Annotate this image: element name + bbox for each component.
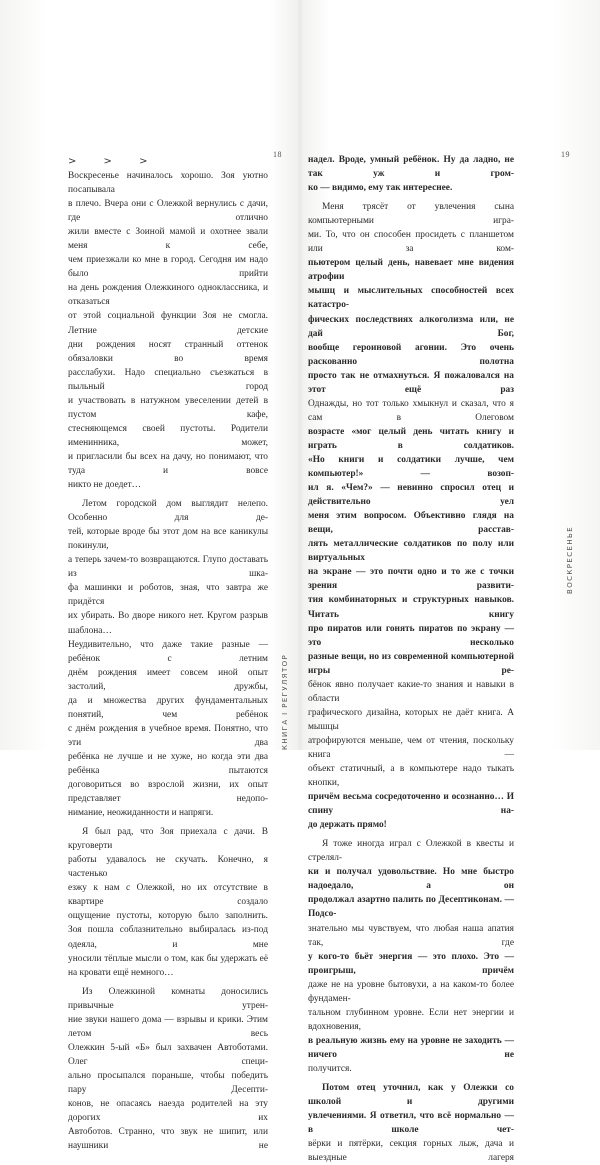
paragraph [308, 453, 514, 832]
text-line: ки и получал удовольствие. Но мне быстро надоедало, а он [308, 867, 514, 892]
text-line: вообще героиновой агонии. Это очень раскованно полотна [308, 342, 514, 367]
paragraph [68, 169, 268, 492]
text-line: их убирать. Во дворе никого нет. Кругом разрыв шаблона… [68, 611, 268, 636]
text-line: атрофируются меньше, чем от чтения, поскольку книга — [308, 735, 514, 760]
text-line: расслабухи. Надо специально съезжаться в пыльный город [68, 367, 268, 392]
text-line: Из Олежкиной комнаты доносились привычные утрен- [68, 986, 268, 1011]
text-line: Я был рад, что Зоя приехала с дачи. В круговерти [68, 827, 268, 852]
text-line: да и множества других фундаментальных понятий, чем ребёнок [68, 695, 268, 720]
text-line: мышц и мыслительных способностей всех катастро- [308, 286, 514, 311]
text-line: а теперь зачем-то возвращаются. Глупо доставать из шка- [68, 555, 268, 580]
text-line: Олежкин 5-ый «Б» был захвачен Автоботами. Олег специ- [68, 1042, 268, 1067]
text-line: Зоя пошла соблазнительно выбиралась из-под одеяла, и мне [68, 925, 268, 950]
text-line: фических последствиях алкоголизма или, не дай Бог, [308, 314, 514, 339]
text-line: Меня трясёт от увлечения сына компьютерными игра- [308, 202, 514, 227]
text-line: на день рождения Олежкиного одноклассника, и отказаться [68, 283, 268, 308]
text-line: Однажды, но тот только хмыкнул и сказал, что я сам в Олеговом [308, 398, 514, 423]
text-line: дни рождения носят странный оттенок обязаловки во время [68, 339, 268, 364]
text-line: графического дизайна, которых не даёт книга. А мышцы [308, 707, 514, 732]
text-line: Потом отец уточнил, как у Олежки со школой и другими [308, 1083, 514, 1108]
text-line: днём рождения имеет совсем иной опыт застолий, дружбы, [68, 667, 268, 692]
text-line: увлечениями. Я ответил, что всё нормально — в школе чет- [308, 1111, 514, 1136]
text-line: ми. То, что он способен просидеть с планшетом или за ком- [308, 230, 514, 255]
paragraph [308, 837, 514, 1076]
text-line: стесняющемся своей пустоты. Родители именинника, может, [68, 423, 268, 448]
text-line: получится. [308, 1064, 352, 1074]
text-line: ил я. «Чем?» — невинно спросил отец и действительно уел [308, 483, 514, 508]
text-line: причём весьма сосредоточенно и осознанно… И спину на- [308, 792, 514, 817]
text-line: пьютером целый день, навевает мне видения атрофии [308, 258, 514, 283]
text-line: продолжал азартно палить по Десептиконам. — Подсо- [308, 895, 514, 920]
text-line: ние звуки нашего дома — взрывы и крики. Этим летом весь [68, 1014, 268, 1039]
paragraph [308, 397, 514, 453]
text-line: и пригласили бы всех на дачу, но понимают, что туда и вовсе [68, 451, 268, 476]
paragraph [308, 200, 514, 397]
text-line: никто не доедет… [68, 480, 142, 491]
text-line: ощущение пустоты, которую было заполнить. [68, 911, 268, 922]
paragraph [308, 1081, 514, 1165]
text-line: конов, не опасаясь наезда родителей на эту дорогих их [68, 1099, 268, 1124]
text-line: просто так не отмахнуться. Я пожаловался на этот ещё раз [308, 370, 514, 395]
left-running-head: КНИГА I РЕГУЛЯТОР [281, 653, 289, 750]
text-line: Я тоже иногда играл с Олежкой в квесты и стрелял- [308, 839, 514, 864]
right-page-text [308, 153, 514, 1165]
text-line: на кровати ещё немного… [68, 967, 174, 978]
text-line: меня этим вопросом. Объективно глядя на вещи, расстав- [308, 511, 514, 536]
text-line: тальном глубинном уровне. Если нет энергии и вдохновения, [308, 1007, 514, 1032]
text-line: возрасте «мог целый день читать книгу и играть в солдатиков. [308, 426, 514, 451]
text-line: у кого-то бьёт энергия — это плохо. Это — проигрыш, причём [308, 951, 514, 976]
text-line: фа машинки и роботов, зная, что завтра же придётся [68, 583, 268, 608]
text-line: ребёнка не лучше и не хуже, но когда эти два ребёнка пытаются [68, 751, 268, 776]
paragraph [308, 153, 514, 195]
text-line: разные вещи, но из современной компьютерной игры ре- [308, 651, 514, 676]
text-line: езжу к нам с Олежкой, но их отсутствие в квартире создало [68, 883, 268, 908]
text-line: работы удавалось не скучать. Конечно, я частенько [68, 855, 268, 880]
paragraph [68, 985, 268, 1154]
text-line: тия комбинаторных и структурных навыков. Читать книгу [308, 595, 514, 620]
left-page-number: 18 [273, 150, 282, 159]
text-line: и участвовать в натужном увеселении детей в пустом кафе, [68, 395, 268, 420]
text-line: ально просыпался пораньше, чтобы победить пару Десепти- [68, 1070, 268, 1095]
text-line: на экране — это почти одно и то же с точки зрения развити- [308, 567, 514, 592]
text-line: в плечо. Вчера они с Олежкой вернулись с дачи, где отлично [68, 199, 268, 224]
text-line: Автоботов. Странно, что звук не шипит, или наушники не [68, 1127, 268, 1152]
text-line: лять металлические солдатиков по полу или виртуальных [308, 539, 514, 564]
text-line: с днём рождения в учебное время. Понятно, что эти два [68, 723, 268, 748]
right-running-head: ВОСКРЕСЕНЬЕ [566, 525, 574, 594]
paragraph [68, 497, 268, 820]
text-line: про пиратов или гонять пиратов по экрану — это несколько [308, 623, 514, 648]
text-line: уносили тёплые мысли о том, как бы удержать её [68, 953, 268, 964]
text-line: нимание, неожиданности и напряги. [68, 808, 214, 819]
text-line: от этой социальной функции Зоя не смогла. Летние детские [68, 311, 268, 336]
text-line: до держать прямо! [308, 820, 387, 831]
section-ornament: > > > [68, 156, 160, 167]
text-line: в реальную жизнь ему на уровне не заходить — ничего не [308, 1035, 514, 1060]
text-line: тей, которые вроде бы этот дом на все каникулы покинули, [68, 527, 268, 552]
text-line: Неудивительно, что даже такие разные — ребёнок с летним [68, 639, 268, 664]
text-line: бёнок явно получает какие-то знания и навыки в области [308, 679, 514, 704]
text-line: надел. Вроде, умный ребёнок. Ну да ладно, не так уж и гром- [308, 155, 514, 180]
text-line: жили вместе с Зоиной мамой и охотнее звали меня к себе, [68, 227, 268, 252]
text-line: даже не на уровне бытовухи, а на каком-то более фундамен- [308, 979, 514, 1004]
text-line: договориться во взрослой жизни, их опыт представляет недопо- [68, 780, 268, 805]
text-line: Летом городской дом выглядит нелепо. Особенно для де- [68, 499, 268, 524]
paragraph [68, 825, 268, 980]
text-line: объект статичный, а в компьютере надо тыкать кнопки, [308, 764, 514, 789]
text-line: знательно мы чувствуем, что любая наша апатия так, где [308, 923, 514, 948]
text-line: Воскресенье начиналось хорошо. Зоя уютно посапывала [68, 171, 268, 196]
text-line: «Но книги и солдатики лучше, чем компьютер!» — возоп- [308, 454, 514, 480]
left-page-text [68, 153, 268, 1153]
right-page-number: 19 [561, 150, 570, 159]
text-line: ко — видимо, ему так интереснее. [308, 183, 453, 194]
text-line: вёрки и пятёрки, секция горных лыж, дача и выездные лагеря [308, 1139, 514, 1164]
text-line: чем приезжали ко мне в город. Сегодня им надо было прийти [68, 255, 268, 280]
